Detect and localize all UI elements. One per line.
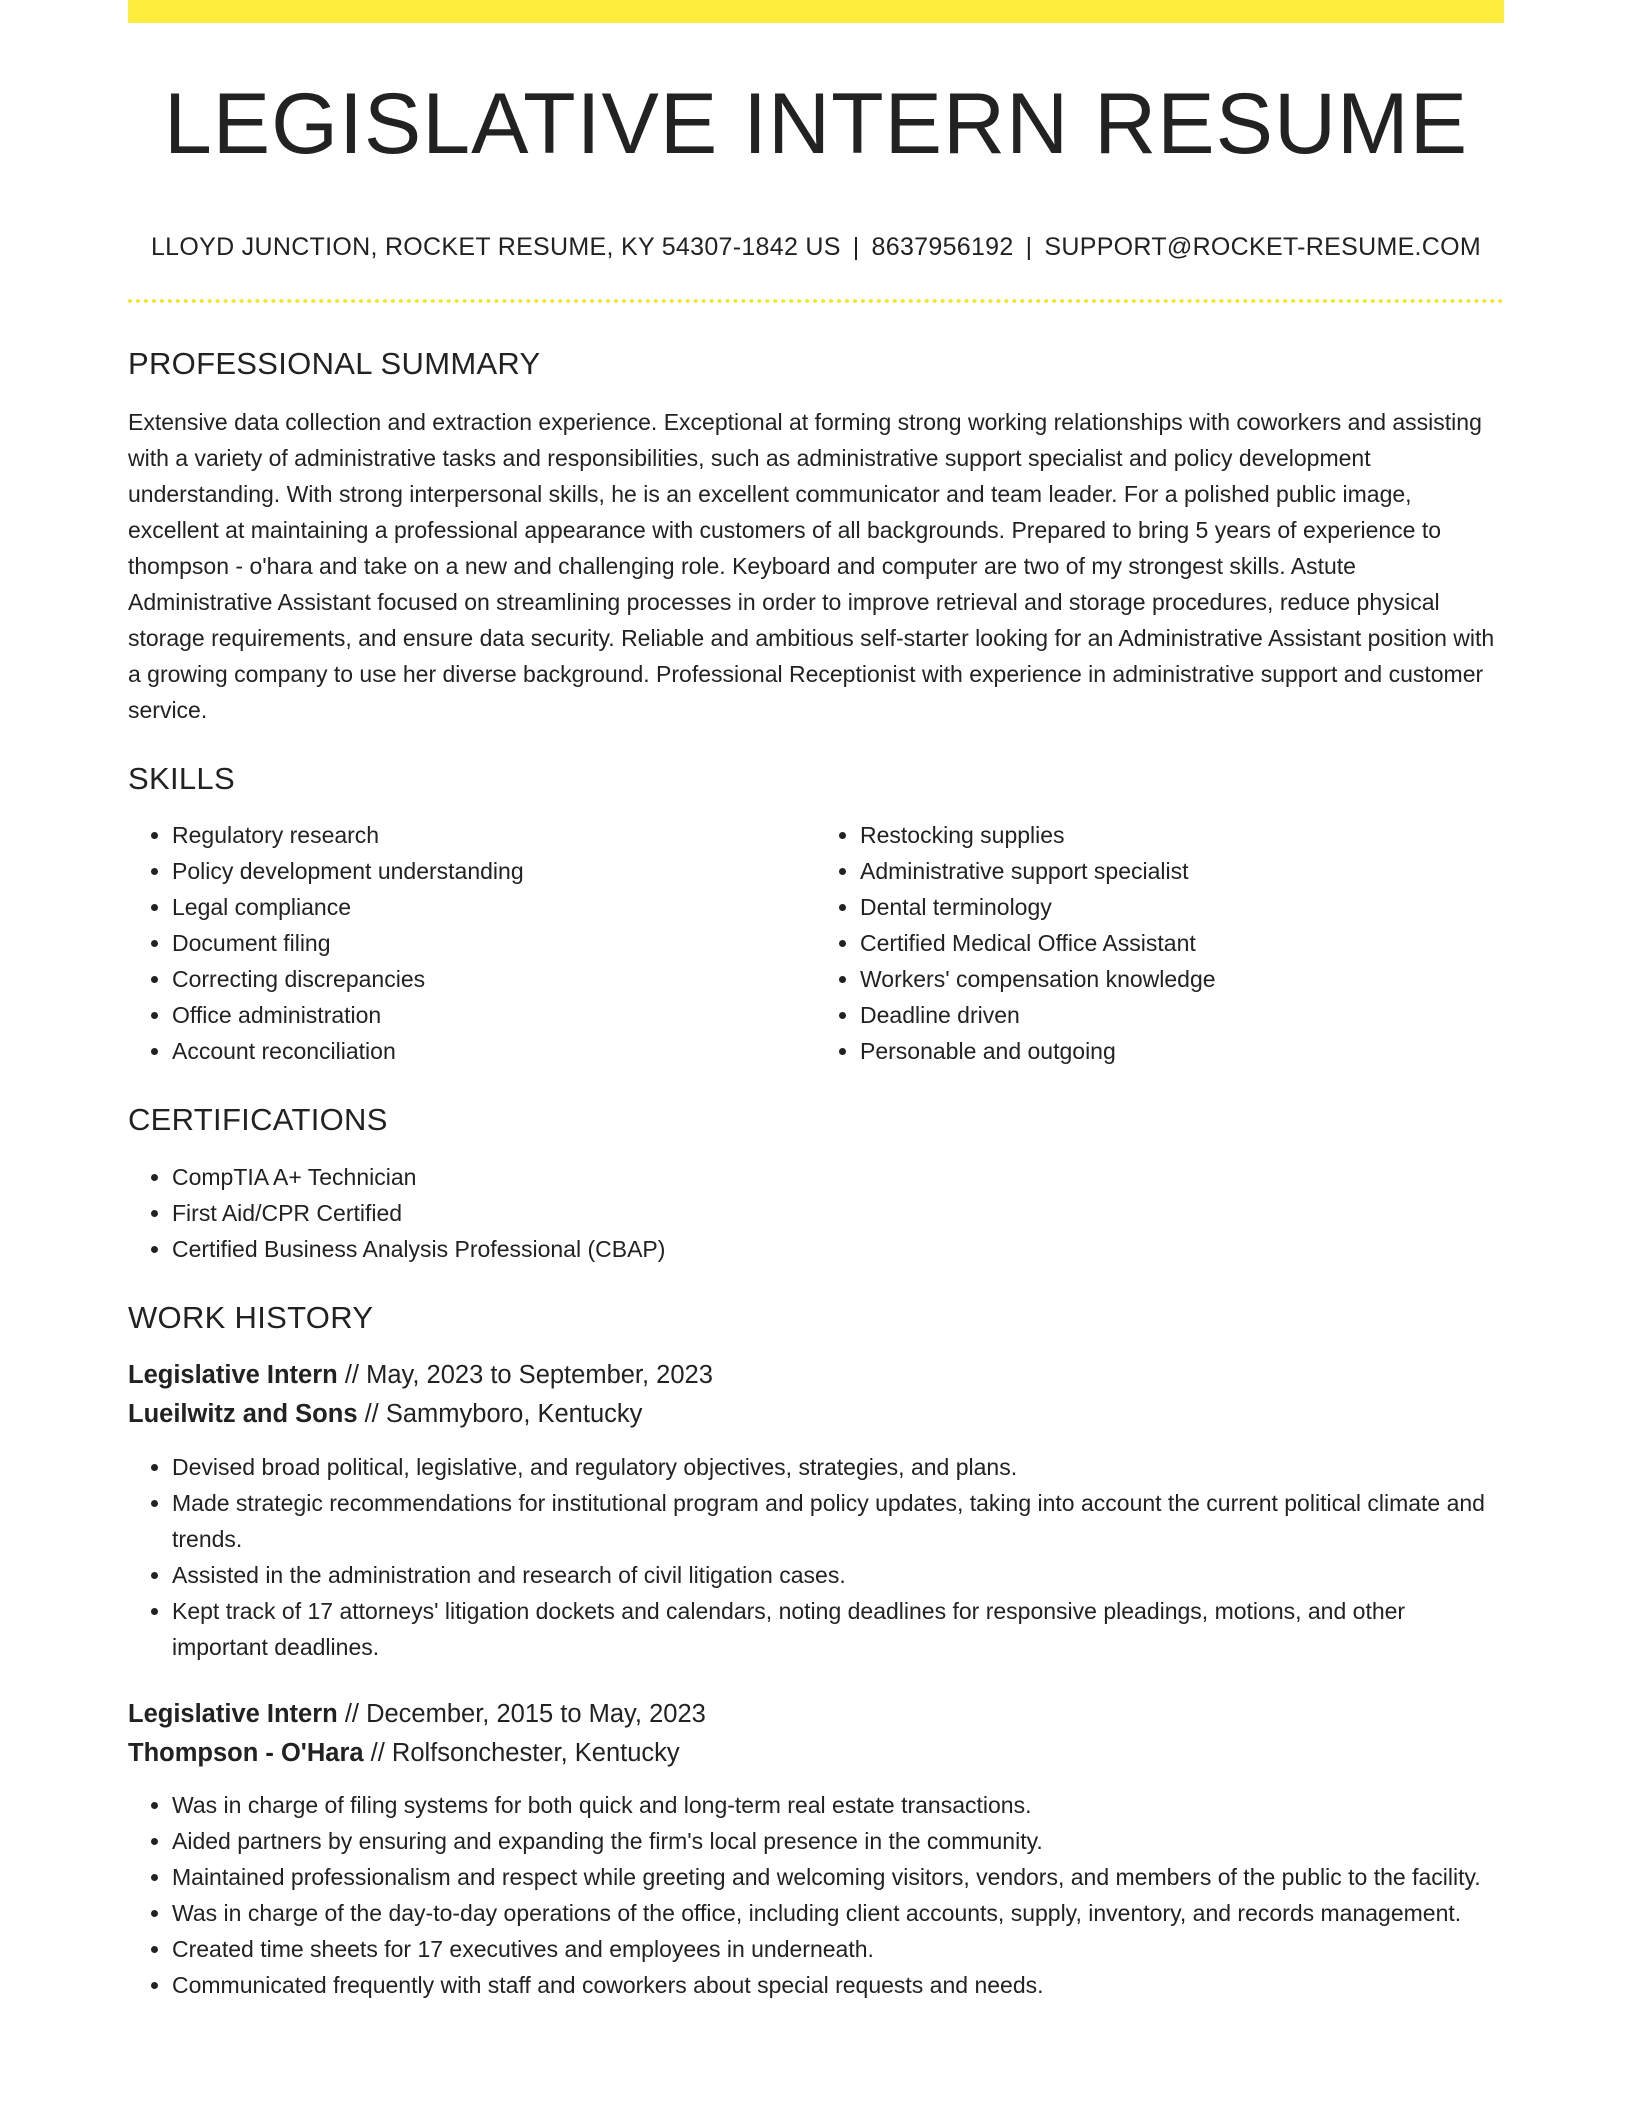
skill-item: • Restocking supplies — [860, 817, 1504, 853]
skill-item: • Document filing — [172, 925, 816, 961]
skill-item: • Office administration — [172, 997, 816, 1033]
skill-item: • Dental terminology — [860, 889, 1504, 925]
job-location: // Sammyboro, Kentucky — [357, 1399, 643, 1428]
job-bullets — [128, 1787, 1504, 2003]
skill-item: • Administrative support specialist — [860, 853, 1504, 889]
certification-item: • Certified Business Analysis Professional (CBAP) — [172, 1231, 1504, 1267]
job-dates: // May, 2023 to September, 2023 — [337, 1360, 713, 1389]
summary-heading: PROFESSIONAL SUMMARY — [128, 346, 541, 381]
skill-item: • Correcting discrepancies — [172, 961, 816, 997]
job-bullet: • Made strategic recommendations for institutional program and policy updates, taking into account the current political climate and trends. — [172, 1485, 1504, 1557]
job-dates: // December, 2015 to May, 2023 — [337, 1699, 706, 1728]
certifications-heading: CERTIFICATIONS — [128, 1102, 388, 1138]
skill-item: • Policy development understanding — [172, 853, 816, 889]
job-bullet: • Assisted in the administration and research of civil litigation cases. — [172, 1557, 1504, 1593]
job-location: // Rolfsonchester, Kentucky — [363, 1738, 680, 1767]
contact-phone: 8637956192 — [871, 233, 1014, 261]
contact-address: LLOYD JUNCTION, ROCKET RESUME, KY 54307-1842 US — [150, 233, 841, 261]
job-company-line — [128, 1395, 1504, 1434]
job-company-line — [128, 1734, 1504, 1773]
header-divider — [128, 299, 1504, 303]
skills-list-right — [816, 817, 1504, 1069]
job-bullet: • Aided partners by ensuring and expanding the firm's local presence in the community. — [172, 1823, 1504, 1859]
resume-title: LEGISLATIVE INTERN RESUME — [163, 76, 1469, 172]
contact-line — [128, 233, 1504, 262]
job-bullets — [128, 1449, 1504, 1665]
skills-list-left — [128, 817, 816, 1069]
certifications-list — [128, 1159, 1504, 1267]
skill-item: • Regulatory research — [172, 817, 816, 853]
job-bullet: • Kept track of 17 attorneys' litigation dockets and calendars, noting deadlines for responsive pleadings, motions, and other important deadlines. — [172, 1593, 1504, 1665]
skill-item: • Legal compliance — [172, 889, 816, 925]
job-title: Legislative Intern — [128, 1699, 338, 1728]
job-company: Lueilwitz and Sons — [128, 1399, 358, 1428]
job-bullet: • Devised broad political, legislative, and regulatory objectives, strategies, and plans. — [172, 1449, 1504, 1485]
certification-item: • CompTIA A+ Technician — [172, 1159, 1504, 1195]
skills-heading: SKILLS — [128, 761, 235, 797]
job-company: Thompson - O'Hara — [128, 1738, 364, 1767]
certification-item: • First Aid/CPR Certified — [172, 1195, 1504, 1231]
skill-item: • Account reconciliation — [172, 1033, 816, 1069]
contact-email: SUPPORT@ROCKET-RESUME.COM — [1044, 233, 1482, 261]
skills-columns — [128, 817, 1504, 1069]
job-bullet: • Created time sheets for 17 executives and employees in underneath. — [172, 1931, 1504, 1967]
contact-separator: | — [852, 233, 860, 261]
skill-item: • Certified Medical Office Assistant — [860, 925, 1504, 961]
job-title-line — [128, 1695, 1504, 1734]
summary-text: Extensive data collection and extraction experience. Exceptional at forming strong working relationships with coworkers and assisting with a variety of administrative tasks and responsibilities, such as administrative support specialist and policy development understanding. With strong interpersonal skills, he is an excellent communicator and team leader. For a polished public image, excellent at maintaining a professional appearance with customers of all backgrounds. Prepared to bring 5 years of experience to thompson - o'hara and take on a new and challenging role. Keyboard and computer are two of my strongest skills. Astute Administrative Assistant focused on streamlining processes in order to improve retrieval and storage procedures, reduce physical storage requirements, and ensure data security. Reliable and ambitious self-starter looking for an Administrative Assistant position with a growing company to use her diverse background. Professional Receptionist with experience in administrative support and customer service. — [128, 409, 1495, 724]
job-bullet: • Was in charge of the day-to-day operations of the office, including client accounts, supply, inventory, and records management. — [172, 1895, 1504, 1931]
accent-bar — [128, 0, 1504, 23]
job-bullet: • Maintained professionalism and respect while greeting and welcoming visitors, vendors, and members of the public to the facility. — [172, 1859, 1504, 1895]
skill-item: • Deadline driven — [860, 997, 1504, 1033]
skill-item: • Workers' compensation knowledge — [860, 961, 1504, 997]
work-history-heading: WORK HISTORY — [128, 1299, 374, 1335]
contact-separator: | — [1025, 233, 1033, 261]
job-bullet: • Was in charge of filing systems for both quick and long-term real estate transactions. — [172, 1787, 1504, 1823]
skill-item: • Personable and outgoing — [860, 1033, 1504, 1069]
job-bullet: • Communicated frequently with staff and coworkers about special requests and needs. — [172, 1967, 1504, 2003]
job-title: Legislative Intern — [128, 1360, 338, 1389]
job-entry — [128, 1356, 1504, 1665]
resume-page — [128, 0, 1504, 2003]
job-entry — [128, 1695, 1504, 2003]
job-title-line — [128, 1356, 1504, 1395]
